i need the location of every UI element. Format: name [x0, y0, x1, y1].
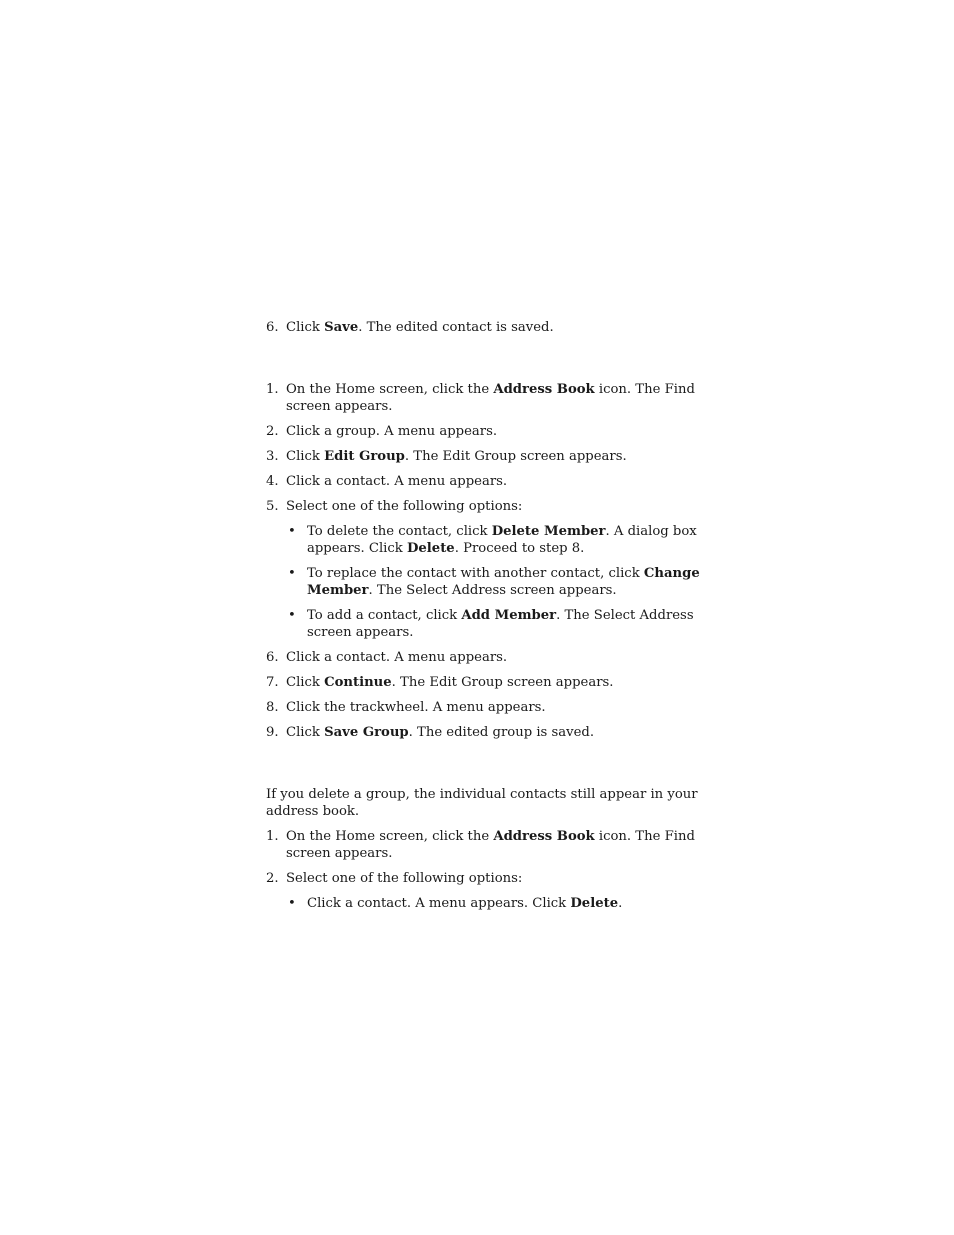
- step-text: Click Continue. The Edit Group screen appears.: [286, 675, 614, 690]
- step-text: Select one of the following options:: [286, 499, 523, 514]
- step-number: 6.: [266, 650, 279, 665]
- step-text: Click a contact. A menu appears.: [286, 474, 508, 489]
- step-number: 6.: [266, 320, 279, 335]
- step-text: On the Home screen, click the Address Book icon. The Find: [286, 382, 695, 397]
- step-number: 3.: [266, 449, 279, 464]
- bullet-text: To delete the contact, click Delete Member. A dialog box: [307, 524, 697, 539]
- step-text: Click a contact. A menu appears.: [286, 650, 508, 665]
- step-number: 5.: [266, 499, 279, 514]
- step-number: 1.: [266, 382, 279, 397]
- bullet-text: To add a contact, click Add Member. The Select Address: [307, 608, 694, 623]
- step-text: Click the trackwheel. A menu appears.: [286, 700, 546, 715]
- bullet-text: To replace the contact with another contact, click Change: [307, 566, 700, 581]
- step-text-cont: screen appears.: [286, 399, 393, 414]
- bullet-icon: •: [288, 566, 296, 581]
- step-text: Select one of the following options:: [286, 871, 523, 886]
- bullet-text-cont: appears. Click Delete. Proceed to step 8.: [307, 541, 585, 556]
- bullet-icon: •: [288, 608, 296, 623]
- bullet-icon: •: [288, 896, 296, 911]
- bullet-text: Click a contact. A menu appears. Click Delete.: [307, 896, 623, 911]
- bullet-icon: •: [288, 524, 296, 539]
- bullet-text-cont: Member. The Select Address screen appears.: [307, 583, 617, 598]
- step-number: 8.: [266, 700, 279, 715]
- bullet-text-cont: screen appears.: [307, 625, 414, 640]
- step-text: Click a group. A menu appears.: [286, 424, 498, 439]
- step-text: Click Save Group. The edited group is saved.: [286, 725, 595, 740]
- step-text-cont: screen appears.: [286, 846, 393, 861]
- intro-paragraph: If you delete a group, the individual contacts still appear in your: [266, 787, 698, 802]
- intro-paragraph-cont: address book.: [266, 804, 360, 819]
- step-number: 2.: [266, 424, 279, 439]
- step-number: 2.: [266, 871, 279, 886]
- step-text: Click Edit Group. The Edit Group screen appears.: [286, 449, 627, 464]
- step-text: Click Save. The edited contact is saved.: [286, 320, 554, 335]
- step-text: On the Home screen, click the Address Book icon. The Find: [286, 829, 695, 844]
- step-number: 1.: [266, 829, 279, 844]
- step-number: 4.: [266, 474, 279, 489]
- step-number: 9.: [266, 725, 279, 740]
- step-number: 7.: [266, 675, 279, 690]
